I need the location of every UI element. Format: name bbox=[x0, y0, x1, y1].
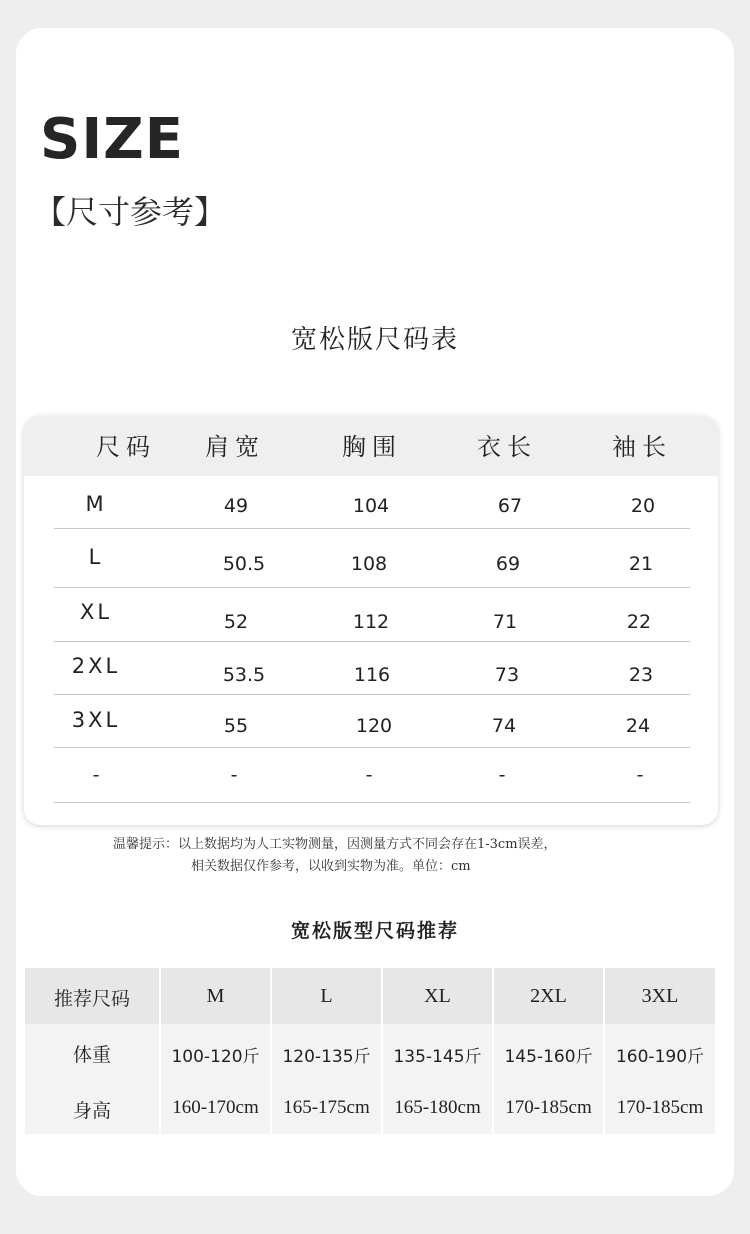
table-cell: 74 bbox=[491, 715, 517, 737]
table-cell: 2XL bbox=[71, 654, 121, 678]
column-header: 胸围 bbox=[342, 433, 402, 461]
table-cell: 3XL bbox=[71, 708, 121, 732]
header-cell: 3XL bbox=[641, 985, 679, 1007]
column-header: 衣长 bbox=[477, 433, 537, 461]
table-cell: 160-190斤 bbox=[615, 1047, 705, 1067]
note-line: 相关数据仅作参考，以收到实物为准。单位：cm bbox=[191, 859, 471, 874]
table-cell: 165-175cm bbox=[283, 1097, 370, 1118]
table-cell: 20 bbox=[630, 495, 656, 517]
table-cell: 104 bbox=[352, 495, 390, 517]
table-row bbox=[54, 748, 690, 803]
table-cell: 23 bbox=[628, 664, 654, 686]
table-cell: 24 bbox=[625, 715, 651, 737]
table-cell: 73 bbox=[494, 664, 520, 686]
table-cell: - bbox=[92, 764, 100, 786]
table-cell: 116 bbox=[353, 664, 391, 686]
row-divider bbox=[54, 802, 690, 803]
page-title: SIZE bbox=[40, 107, 185, 172]
header-cell: L bbox=[320, 985, 333, 1007]
note-line: 温馨提示：以上数据均为人工实物测量，因测量方式不同会存在1-3cm误差， bbox=[113, 837, 557, 852]
table-cell: 112 bbox=[352, 611, 390, 633]
table-cell: 52 bbox=[223, 611, 249, 633]
column-header: 尺码 bbox=[96, 433, 156, 461]
table-row bbox=[54, 695, 690, 748]
table-cell: 53.5 bbox=[222, 664, 266, 686]
size-table-title: 宽松版尺码表 bbox=[290, 325, 459, 355]
table-cell: XL bbox=[79, 600, 113, 624]
table-row bbox=[54, 476, 690, 529]
table-cell: 71 bbox=[492, 611, 518, 633]
row-label-weight: 体重 bbox=[72, 1044, 111, 1066]
table-cell: 55 bbox=[223, 715, 249, 737]
size-table bbox=[24, 416, 718, 825]
table-cell: 22 bbox=[626, 611, 652, 633]
table-cell: 49 bbox=[223, 495, 249, 517]
header-cell: XL bbox=[424, 985, 451, 1007]
table-cell: 120-135斤 bbox=[282, 1047, 371, 1067]
table-cell: 50.5 bbox=[222, 553, 266, 575]
table-cell: - bbox=[636, 764, 644, 786]
table-cell: 170-185cm bbox=[616, 1097, 704, 1118]
table-cell: 160-170cm bbox=[172, 1097, 259, 1118]
table-cell: 170-185cm bbox=[505, 1097, 592, 1118]
recommend-table bbox=[25, 968, 715, 1134]
column-header: 肩宽 bbox=[205, 433, 265, 461]
table-cell: 69 bbox=[495, 553, 521, 575]
header-cell: M bbox=[206, 985, 225, 1007]
table-cell: - bbox=[230, 764, 238, 786]
table-cell: L bbox=[88, 545, 104, 569]
recommend-table-title: 宽松版型尺码推荐 bbox=[290, 920, 459, 942]
table-cell: M bbox=[85, 492, 107, 516]
size-table-header bbox=[24, 416, 718, 476]
table-cell: 165-180cm bbox=[394, 1097, 481, 1118]
table-cell: - bbox=[498, 764, 506, 786]
table-cell: 100-120斤 bbox=[171, 1047, 260, 1067]
table-cell: 67 bbox=[497, 495, 523, 517]
table-cell: 120 bbox=[355, 715, 393, 737]
table-cell: 21 bbox=[628, 553, 654, 575]
column-header: 袖长 bbox=[612, 433, 672, 461]
table-row bbox=[54, 588, 690, 642]
table-cell: - bbox=[365, 764, 373, 786]
page-subtitle: 【尺寸参考】 bbox=[34, 193, 227, 231]
table-cell: 108 bbox=[350, 553, 388, 575]
table-cell: 145-160斤 bbox=[504, 1047, 593, 1067]
table-row bbox=[54, 642, 690, 695]
table-row bbox=[54, 529, 690, 588]
header-cell: 推荐尺码 bbox=[53, 988, 130, 1010]
table-cell: 135-145斤 bbox=[393, 1047, 482, 1067]
row-label-height: 身高 bbox=[72, 1100, 111, 1122]
header-cell: 2XL bbox=[530, 985, 567, 1007]
